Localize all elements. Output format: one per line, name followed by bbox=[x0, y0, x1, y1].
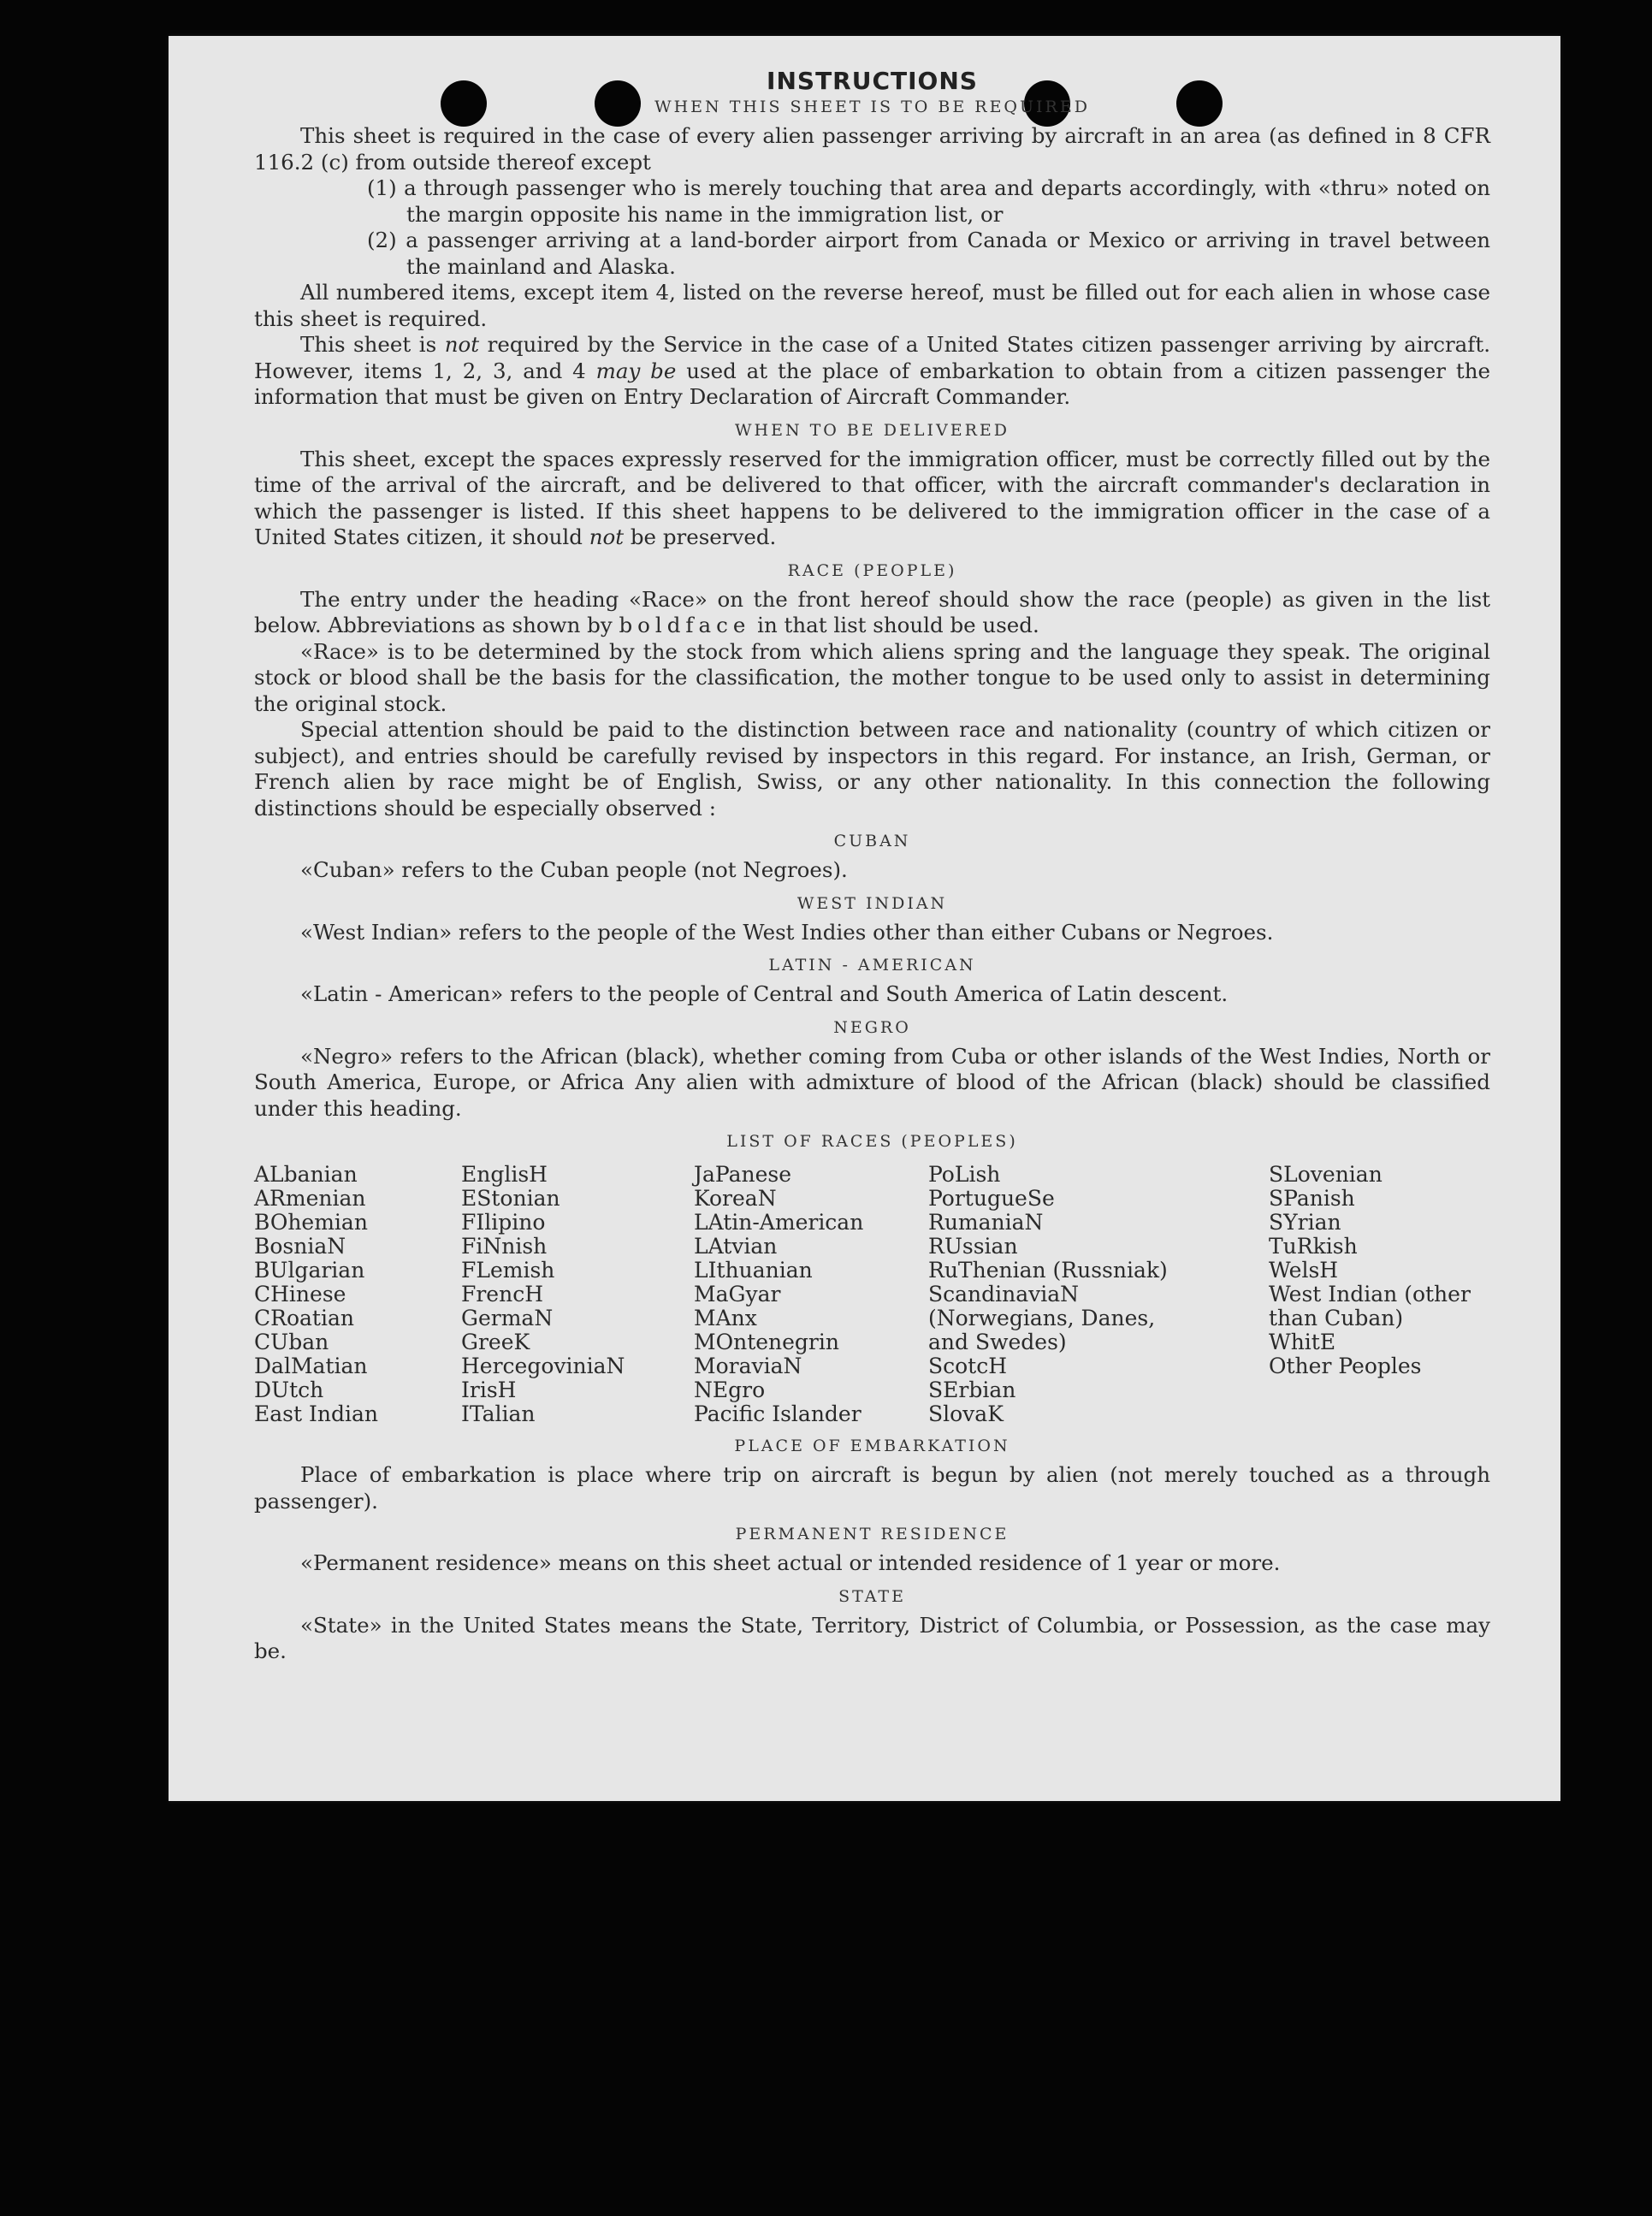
heading-place-of-embarkation: PLACE OF EMBARKATION bbox=[734, 1437, 1010, 1455]
race-item: JaPanese bbox=[694, 1162, 792, 1187]
race-item: FiNnish bbox=[461, 1234, 548, 1259]
race-item: BOhemian bbox=[254, 1210, 368, 1235]
negro-text: «Negro» refers to the African (black), whether coming from Cuba or other islands of the West Indies, North or South America, Europe, or Africa Any alien with admixture of blood of the African (black) should be classified under this heading. bbox=[254, 1043, 1490, 1121]
race-item: LIthuanian bbox=[694, 1258, 813, 1283]
race-paragraph-1 bbox=[254, 587, 1490, 639]
race-item: NEgro bbox=[694, 1378, 766, 1402]
race-item: IrisH bbox=[461, 1378, 517, 1402]
required-paragraph-1: This sheet is required in the case of every alien passenger arriving by aircraft in an area (as defined in 8 CFR 116.2 (c) from outside thereof except bbox=[254, 123, 1490, 175]
race-item: Other Peoples bbox=[1269, 1354, 1422, 1378]
heading-negro: NEGRO bbox=[833, 1017, 911, 1037]
race-item: ALbanian bbox=[254, 1162, 358, 1187]
spaced-boldface: boldface bbox=[619, 613, 751, 637]
race-item: WelsH bbox=[1269, 1258, 1339, 1283]
heading-when-required: WHEN THIS SHEET IS TO BE REQUIRED bbox=[654, 98, 1090, 116]
race-item: FLemish bbox=[461, 1258, 555, 1283]
required-paragraph-3 bbox=[254, 332, 1490, 411]
heading-latin-american: LATIN - AMERICAN bbox=[768, 956, 976, 975]
race-item: SLovenian bbox=[1269, 1162, 1383, 1187]
race-item: MAnx bbox=[694, 1306, 757, 1330]
race-item: SYrian bbox=[1269, 1210, 1341, 1235]
required-item-1: (1) a through passenger who is merely touching that area and departs accordingly, with «thru» noted on the margin opposite his name in the immigration list, or bbox=[367, 175, 1490, 227]
text-run: be preserved. bbox=[630, 524, 777, 549]
race-item: PoLish bbox=[928, 1162, 1001, 1187]
race-item: GreeK bbox=[461, 1330, 530, 1354]
race-item: Pacific Islander bbox=[694, 1401, 862, 1426]
heading-race: RACE (PEOPLE) bbox=[787, 560, 957, 580]
race-item: ITalian bbox=[461, 1401, 536, 1426]
race-item: BUlgarian bbox=[254, 1258, 365, 1283]
races-column-5 bbox=[1269, 1163, 1489, 1426]
races-column-3 bbox=[694, 1163, 928, 1426]
race-item: GermaN bbox=[461, 1306, 554, 1330]
race-item: FrencH bbox=[461, 1282, 543, 1306]
race-item: ScandinaviaN (Norwegians, Danes, and Swedes) bbox=[928, 1282, 1156, 1354]
italic-not: not bbox=[589, 524, 625, 549]
race-paragraph-3: Special attention should be paid to the distinction between race and nationality (country of which citizen or subject), and entries should be carefully revised by inspectors in this regard. For instance, an Irish, German, or French alien by race might be of English, Swiss, or any other nationality. In this connection the following distinctions should be especially observed : bbox=[254, 717, 1490, 821]
heading-west-indian: WEST INDIAN bbox=[796, 893, 948, 913]
italic-may-be: may be bbox=[595, 358, 677, 383]
race-item: MaGyar bbox=[694, 1282, 781, 1306]
text-run: This sheet, except the spaces expressly reserved for the immigration officer, must be correctly filled out by the time of the arrival of the aircraft, and be delivered to that officer, with the aircraft commander's declaration in which the passenger is listed. If this sheet happens to be delivered to the immigration officer in the case of a United States citizen, it should bbox=[254, 446, 1490, 549]
west-indian-text: «West Indian» refers to the people of the West Indies other than either Cubans or Negroes. bbox=[300, 919, 1274, 945]
races-column-4 bbox=[928, 1163, 1269, 1426]
heading-when-delivered: WHEN TO BE DELIVERED bbox=[734, 420, 1010, 440]
race-item: ARmenian bbox=[254, 1186, 366, 1211]
text-run: in that list should be used. bbox=[757, 613, 1039, 637]
sheet-content bbox=[254, 67, 1490, 1665]
heading-cuban: CUBAN bbox=[833, 832, 911, 850]
required-paragraph-2: All numbered items, except item 4, listed on the reverse hereof, must be filled out for each alien in whose case this sheet is required. bbox=[254, 280, 1490, 331]
race-item: PortugueSe bbox=[928, 1186, 1055, 1211]
residence-text: «Permanent residence» means on this sheet actual or intended residence of 1 year or more. bbox=[300, 1550, 1281, 1575]
race-item: DalMatian bbox=[254, 1354, 368, 1378]
race-item: RumaniaN bbox=[928, 1210, 1044, 1235]
races-list bbox=[254, 1163, 1490, 1426]
race-item: SPanish bbox=[1269, 1186, 1355, 1211]
race-item: SErbian bbox=[928, 1378, 1016, 1402]
italic-not: not bbox=[444, 332, 480, 357]
race-item: DUtch bbox=[254, 1378, 324, 1402]
race-item: MoraviaN bbox=[694, 1354, 802, 1378]
state-text: «State» in the United States means the State, Territory, District of Columbia, or Possession, as the case may be. bbox=[254, 1612, 1490, 1663]
race-item: BosniaN bbox=[254, 1234, 346, 1259]
race-item: HercegovinіaN bbox=[461, 1354, 625, 1378]
required-item-2: (2) a passenger arriving at a land-border airport from Canada or Mexico or arriving in travel between the mainland and Alaska. bbox=[367, 228, 1490, 279]
cuban-text: «Cuban» refers to the Cuban people (not Negroes). bbox=[300, 857, 848, 882]
race-item: West Indian (other than Cuban) bbox=[1269, 1282, 1471, 1330]
embarkation-text: Place of embarkation is place where trip on aircraft is begun by alien (not merely touched as a through passenger). bbox=[254, 1462, 1490, 1514]
race-item: RUssian bbox=[928, 1234, 1018, 1259]
race-item: KoreaN bbox=[694, 1186, 777, 1211]
heading-state: STATE bbox=[838, 1586, 906, 1606]
race-item: FIlipino bbox=[461, 1210, 546, 1235]
page-title: INSTRUCTIONS bbox=[767, 67, 978, 95]
races-column-2 bbox=[461, 1163, 694, 1426]
text-run: required by the Service in the case of a United States citizen passenger arriving by aircraft. However, items 1, 2, 3, and 4 bbox=[254, 332, 1490, 383]
race-item: CRoatian bbox=[254, 1306, 354, 1330]
race-item: SlovaK bbox=[928, 1401, 1004, 1426]
race-item: ScotcH bbox=[928, 1354, 1008, 1378]
heading-permanent-residence: PERMANENT RESIDENCE bbox=[735, 1525, 1010, 1543]
race-item: LAtin-American bbox=[694, 1210, 864, 1235]
text-run: This sheet is bbox=[300, 332, 437, 357]
text-run: used at the place of embarkation to obtain from a citizen passenger the information that must be given on Entry Declaration of Aircraft Commander. bbox=[254, 358, 1490, 409]
race-item: CUban bbox=[254, 1330, 329, 1354]
delivered-paragraph bbox=[254, 447, 1490, 551]
text-run: The entry under the heading «Race» on the front hereof should show the race (people) as given in the list below. Abbreviations as shown by bbox=[254, 586, 1490, 637]
race-item: CHinese bbox=[254, 1282, 346, 1306]
heading-list-of-races: LIST OF RACES (PEOPLES) bbox=[726, 1132, 1018, 1151]
race-item: WhitE bbox=[1269, 1330, 1336, 1354]
latin-american-text: «Latin - American» refers to the people of Central and South America of Latin descent. bbox=[300, 981, 1229, 1006]
race-item: EnglisH bbox=[461, 1162, 548, 1187]
race-item: East Indian bbox=[254, 1401, 378, 1426]
race-item: TuRkish bbox=[1269, 1234, 1358, 1259]
race-item: EStonian bbox=[461, 1186, 560, 1211]
races-column-1 bbox=[254, 1163, 461, 1426]
race-item: RuThenian (Russniak) bbox=[928, 1258, 1168, 1283]
race-item: LAtvian bbox=[694, 1234, 778, 1259]
instruction-sheet bbox=[169, 36, 1560, 1801]
race-item: MOntenegrin bbox=[694, 1330, 839, 1354]
race-paragraph-2: «Race» is to be determined by the stock from which aliens spring and the language they speak. The original stock or blood shall be the basis for the classification, the mother tongue to be used only to assist in determining the original stock. bbox=[254, 638, 1490, 716]
